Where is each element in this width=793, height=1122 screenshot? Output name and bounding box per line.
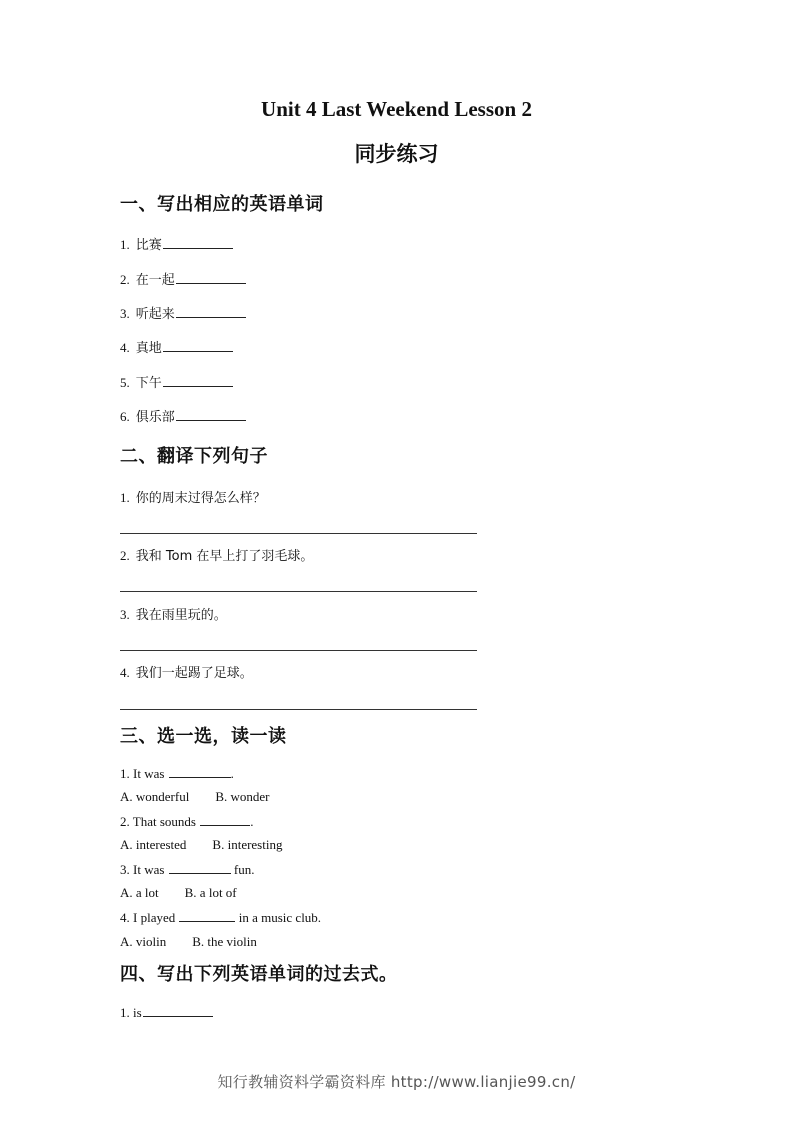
answer-blank[interactable]: [169, 765, 231, 778]
mc-options-4: [120, 934, 257, 950]
item-prompt: is: [133, 1005, 142, 1020]
section2-item-4: [120, 662, 253, 681]
answer-blank[interactable]: [169, 861, 231, 874]
footer-watermark: 知行教辅资料学霸资料库 http://www.lianjie99.cn/: [217, 1073, 576, 1091]
question-text: 1. It was: [120, 766, 168, 781]
question-text-end: fun.: [230, 862, 255, 877]
option-a[interactable]: A. violin: [120, 934, 167, 949]
section1-item-3: [120, 303, 246, 322]
section2-item-3: [120, 604, 227, 623]
item-number: 4.: [120, 340, 130, 355]
section1-heading: 一、写出相应的英语单词: [120, 194, 324, 215]
document-subtitle: 同步练习: [354, 142, 439, 166]
question-text-end: .: [230, 766, 234, 781]
answer-blank[interactable]: [176, 408, 246, 421]
item-number: 3.: [120, 306, 130, 321]
section1-item-4: [120, 337, 233, 356]
answer-blank[interactable]: [143, 1004, 213, 1017]
option-b[interactable]: B. interesting: [212, 837, 283, 852]
item-prompt: 我和 Tom 在早上打了羽毛球。: [135, 549, 314, 564]
mc-question-2: [120, 813, 253, 830]
section1-item-2: [120, 269, 246, 288]
option-b[interactable]: B. the violin: [192, 934, 257, 949]
section4-heading: 四、写出下列英语单词的过去式。: [120, 964, 398, 985]
answer-blank[interactable]: [176, 271, 246, 284]
section2-heading: 二、翻译下列句子: [120, 446, 268, 467]
item-prompt: 比赛: [135, 238, 162, 253]
item-number: 1.: [120, 1005, 130, 1020]
item-number: 2.: [120, 272, 130, 287]
option-b[interactable]: B. a lot of: [184, 885, 237, 900]
mc-options-2: [120, 837, 282, 853]
option-a[interactable]: A. interested: [120, 837, 187, 852]
item-prompt: 下午: [135, 376, 162, 391]
item-number: 2.: [120, 548, 130, 563]
item-prompt: 听起来: [135, 307, 175, 322]
item-number: 3.: [120, 607, 130, 622]
option-a[interactable]: A. wonderful: [120, 789, 190, 804]
item-number: 5.: [120, 375, 130, 390]
question-text-end: .: [250, 814, 254, 829]
mc-options-3: [120, 885, 237, 901]
item-prompt: 你的周末过得怎么样？: [135, 491, 266, 506]
answer-line[interactable]: [120, 709, 477, 710]
answer-line[interactable]: [120, 650, 477, 651]
answer-blank[interactable]: [163, 339, 233, 352]
section1-item-5: [120, 372, 233, 391]
section3-heading: 三、选一选，读一读: [120, 726, 287, 747]
item-number: 4.: [120, 665, 130, 680]
answer-blank[interactable]: [176, 305, 246, 318]
answer-line[interactable]: [120, 591, 477, 592]
answer-blank[interactable]: [200, 813, 250, 826]
item-prompt: 我们一起踢了足球。: [135, 666, 253, 681]
section1-item-1: [120, 234, 233, 253]
option-a[interactable]: A. a lot: [120, 885, 159, 900]
question-text-end: in a music club.: [235, 910, 322, 925]
document-title: Unit 4 Last Weekend Lesson 2: [261, 97, 532, 121]
answer-blank[interactable]: [163, 236, 233, 249]
answer-blank[interactable]: [163, 374, 233, 387]
item-prompt: 我在雨里玩的。: [135, 608, 227, 623]
item-number: 1.: [120, 490, 130, 505]
mc-question-4: [120, 909, 321, 926]
mc-options-1: [120, 789, 270, 805]
item-number: 6.: [120, 409, 130, 424]
section1-item-6: [120, 406, 246, 425]
option-b[interactable]: B. wonder: [215, 789, 270, 804]
mc-question-3: [120, 861, 255, 878]
item-number: 1.: [120, 237, 130, 252]
section2-item-1: [120, 487, 266, 506]
mc-question-1: [120, 765, 234, 782]
item-prompt: 俱乐部: [135, 410, 175, 425]
item-prompt: 真地: [135, 341, 162, 356]
question-text: 4. I played: [120, 910, 179, 925]
section2-item-2: [120, 545, 313, 564]
item-prompt: 在一起: [135, 273, 175, 288]
answer-blank[interactable]: [179, 909, 235, 922]
question-text: 3. It was: [120, 862, 168, 877]
question-text: 2. That sounds: [120, 814, 200, 829]
answer-line[interactable]: [120, 533, 477, 534]
section4-item-1: [120, 1004, 213, 1021]
